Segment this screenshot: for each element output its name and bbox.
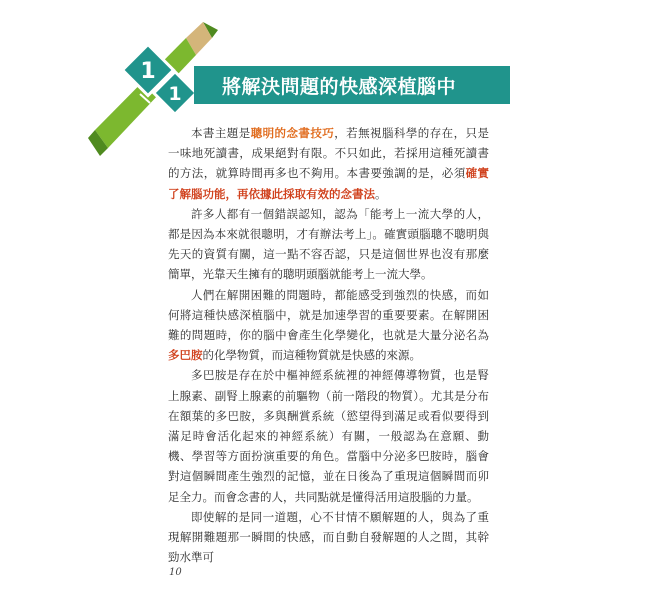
chapter-number: 1	[140, 59, 156, 84]
section-title-banner	[194, 66, 510, 104]
highlighted-text: 多巴胺	[168, 348, 203, 363]
highlighted-text: 聰明的念書技巧	[250, 126, 335, 140]
paragraph	[168, 204, 489, 285]
paragraph-text: 即使解的是同一道題，心不甘情不願解題的人，與為了重現解開難題那一瞬間的快感，而自動自發解題的人之間，其幹勁水準可	[168, 509, 489, 565]
paragraph-text: 本書主題是	[191, 126, 251, 140]
paragraph-text: 許多人都有一個錯誤認知，認為「能考上一流大學的人，都是因為本來就很聰明，才有辦法考上」。確實頭腦聰不聰明與先天的資質有關，這一點不容否認，只是這個世界也沒有那麼簡單，光靠天生擁有的聰明頭腦就能考上一流大學。	[168, 206, 489, 282]
paragraph-text: 的化學物質，而這種物質就是快感的來源。	[202, 348, 421, 363]
paragraph	[168, 365, 489, 506]
section-title: 將解決問題的快感深植腦中	[222, 75, 457, 98]
paragraph-text: 。	[375, 186, 387, 201]
paragraph	[168, 507, 489, 568]
highlighted-text: 確實了解腦功能，再依據此採取有效的念書法	[168, 166, 489, 201]
paragraph-text: 人們在解開困難的問題時，都能感受到強烈的快感，而如何將這種快感深植腦中，就是加速學習的重要要素。在解開困難的問題時，你的腦中會產生化學變化，也就是大量分泌名為	[168, 287, 489, 343]
paragraph	[168, 285, 489, 366]
section-number: 1	[168, 83, 182, 105]
paragraph	[168, 123, 489, 204]
paragraph-text: ，若無視腦科學的存在，只是一味地死讀書，成果絕對有限。不只如此，若採用這種死讀書的方法，就算時間再多也不夠用。本書要強調的是，必須	[168, 126, 489, 181]
page-number: 10	[169, 567, 182, 578]
paragraph-text: 多巴胺是存在於中樞神經系統裡的神經傳導物質，也是腎上腺素、副腎上腺素的前驅物（前一階段的物質）。尤其是分布在額葉的多巴胺，多與酬賞系統（慾望得到滿足或看似要得到滿足時會活化起來的神經系統）有關，一般認為在意願、動機、學習等方面扮演重要的角色。當腦中分泌多巴胺時，腦會對這個瞬間產生強烈的記憶，並在日後為了重現這個瞬間而卯足全力。而會念書的人，共同點就是懂得活用這股腦的力量。	[168, 368, 489, 504]
body-text	[168, 123, 489, 567]
